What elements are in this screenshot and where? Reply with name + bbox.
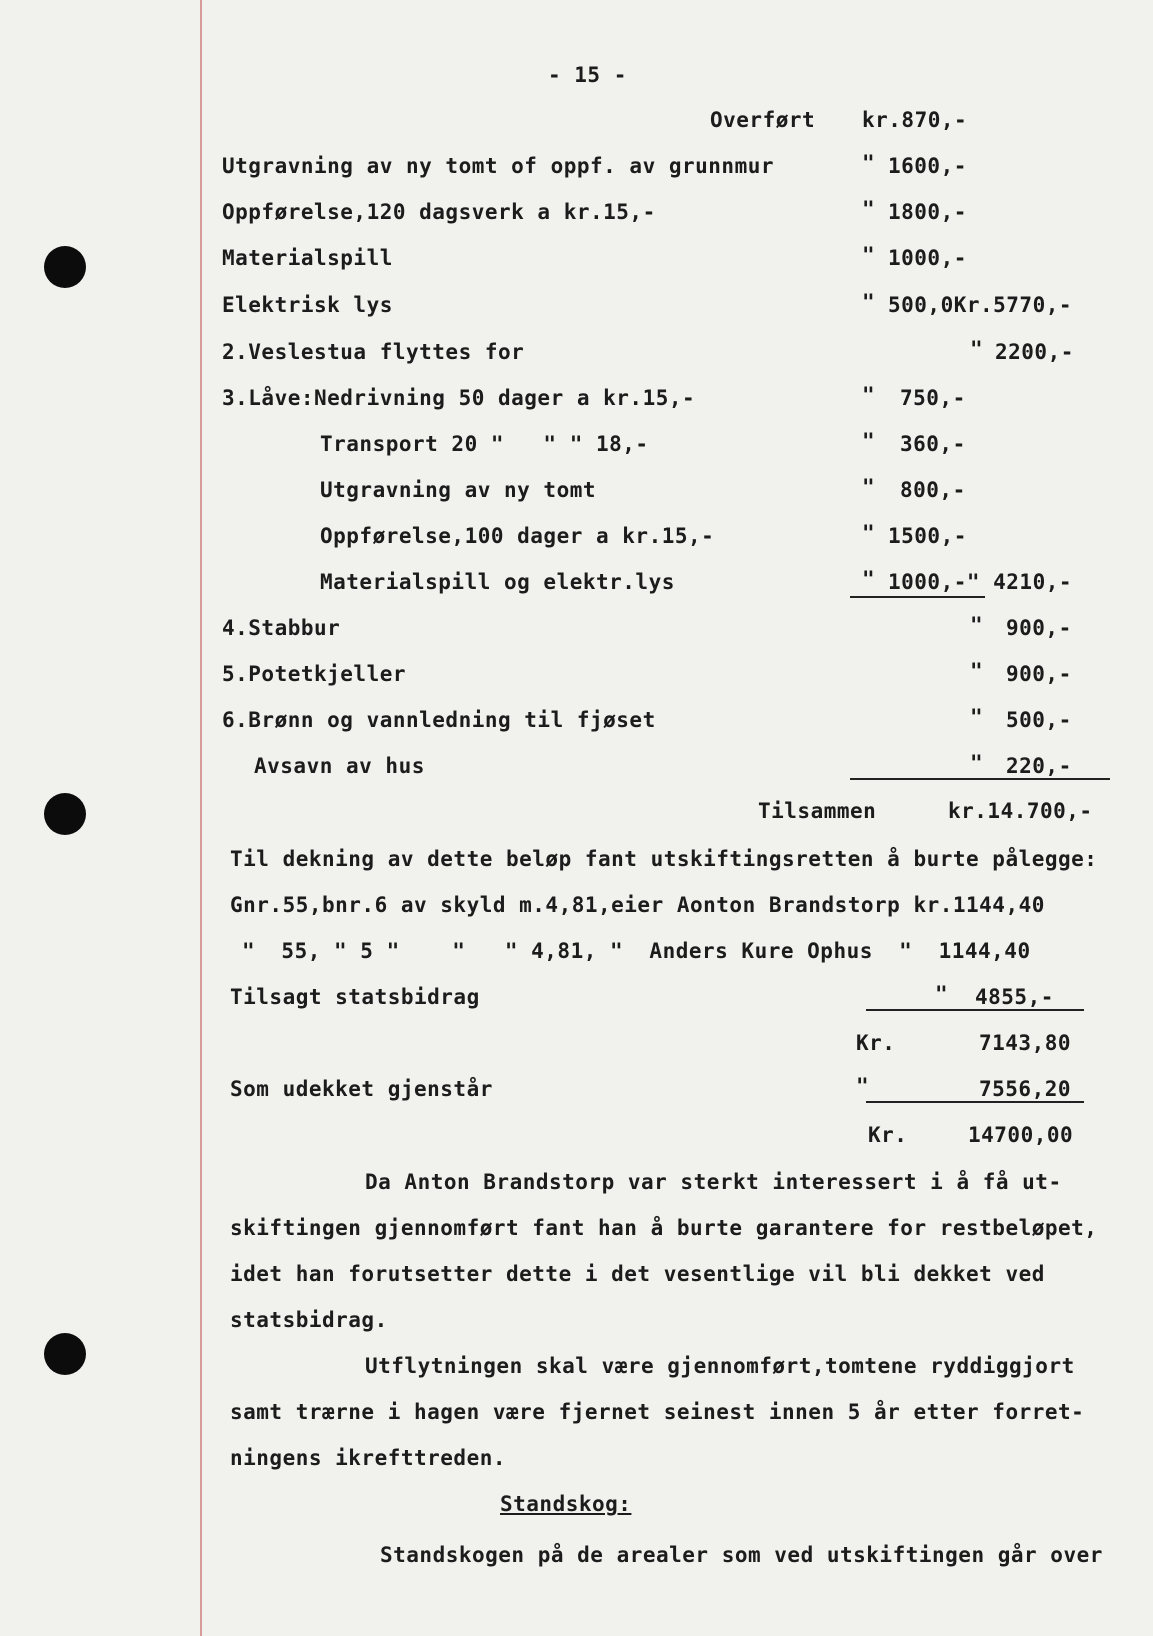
row-label: Materialspill og elektr.lys bbox=[320, 570, 675, 594]
row-ditto: " bbox=[862, 151, 876, 175]
row-label: Utgravning av ny tomt of oppf. av grunnmur bbox=[222, 154, 775, 178]
row-amount: 1500,- bbox=[888, 524, 967, 548]
coverage-intro: Til dekning av dette beløp fant utskiftingsretten å burte pålegge: bbox=[230, 847, 1098, 871]
paragraph-line: samt trærne i hagen være fjernet seinest innen 5 år etter forret- bbox=[230, 1400, 1085, 1424]
subtotal-amount: 7143,80 bbox=[979, 1031, 1072, 1055]
row-label: Elektrisk lys bbox=[222, 293, 393, 317]
row-amount: 900,- bbox=[1006, 662, 1072, 686]
page-number: - 15 - bbox=[548, 63, 627, 87]
row-amount: 1800,- bbox=[888, 200, 967, 224]
paragraph-line: skiftingen gjennomført fant han å burte garantere for restbeløpet, bbox=[230, 1216, 1098, 1240]
row-label: Oppførelse,120 dagsverk a kr.15,- bbox=[222, 200, 656, 224]
row-amount: 1600,- bbox=[888, 154, 967, 178]
row-amount: 500,- bbox=[1006, 708, 1072, 732]
row-label: 2.Veslestua flyttes for bbox=[222, 340, 525, 364]
row-amount: 2200,- bbox=[995, 340, 1074, 364]
total-amount: kr.14.700,- bbox=[948, 799, 1093, 823]
underline-rule bbox=[866, 1009, 1084, 1011]
punch-hole bbox=[44, 246, 86, 288]
row-ditto: " bbox=[970, 705, 984, 729]
underline-rule bbox=[850, 778, 1110, 780]
row-label: Materialspill bbox=[222, 246, 393, 270]
row-label: 4.Stabbur bbox=[222, 616, 341, 640]
row-ditto: " bbox=[862, 429, 876, 453]
punch-hole bbox=[44, 793, 86, 835]
section-heading: Standskog: bbox=[500, 1492, 632, 1516]
underline-rule bbox=[850, 596, 985, 598]
row-label: Avsavn av hus bbox=[254, 754, 425, 778]
row-ditto: " bbox=[970, 613, 984, 637]
row-amount: 900,- bbox=[1006, 616, 1072, 640]
punch-hole bbox=[44, 1333, 86, 1375]
uncovered-label: Som udekket gjenstår bbox=[230, 1077, 493, 1101]
paragraph-line: statsbidrag. bbox=[230, 1308, 388, 1332]
margin-line bbox=[200, 0, 202, 1636]
paragraph-line: Da Anton Brandstorp var sterkt interessert i å få ut- bbox=[365, 1170, 1062, 1194]
row-label: Utgravning av ny tomt bbox=[320, 478, 597, 502]
grant-ditto: " bbox=[935, 982, 949, 1006]
row-ditto: " bbox=[862, 567, 876, 591]
total-label: Tilsammen bbox=[758, 799, 877, 823]
row-label: 5.Potetkjeller bbox=[222, 662, 407, 686]
row-ditto: " bbox=[862, 383, 876, 407]
row-amount: 800,- bbox=[900, 478, 966, 502]
row-amount: 1000,-" 4210,- bbox=[888, 570, 1073, 594]
grant-label: Tilsagt statsbidrag bbox=[230, 985, 480, 1009]
row-ditto: " bbox=[862, 243, 876, 267]
row-amount: 750,- bbox=[900, 386, 966, 410]
underline-rule bbox=[866, 1101, 1084, 1103]
row-ditto: " bbox=[862, 475, 876, 499]
row-label: 3.Låve:Nedrivning 50 dager a kr.15,- bbox=[222, 386, 696, 410]
owner-line: " 55, " 5 " " " 4,81, " Anders Kure Ophus " 1144,40 bbox=[242, 939, 1031, 963]
uncovered-ditto: " bbox=[856, 1074, 870, 1098]
owner-line: Gnr.55,bnr.6 av skyld m.4,81,eier Aonton Brandstorp kr.1144,40 bbox=[230, 893, 1045, 917]
carry-amount: kr.870,- bbox=[862, 108, 968, 132]
row-ditto: " bbox=[862, 290, 876, 314]
row-label: Oppførelse,100 dager a kr.15,- bbox=[320, 524, 715, 548]
row-ditto: " bbox=[970, 751, 984, 775]
paragraph-line: Utflytningen skal være gjennomført,tomtene ryddiggjort bbox=[365, 1354, 1075, 1378]
subtotal-prefix: Kr. bbox=[856, 1031, 896, 1055]
grand-total-amount: 14700,00 bbox=[968, 1123, 1074, 1147]
row-ditto: " bbox=[862, 521, 876, 545]
row-label: Transport 20 " " " 18,- bbox=[320, 432, 649, 456]
row-amount: 220,- bbox=[1006, 754, 1072, 778]
paragraph-line: ningens ikrefttreden. bbox=[230, 1446, 507, 1470]
row-ditto: " bbox=[970, 659, 984, 683]
carry-label: Overført bbox=[710, 108, 816, 132]
grant-amount: 4855,- bbox=[975, 985, 1054, 1009]
paragraph-line: idet han forutsetter dette i det vesentlige vil bli dekket ved bbox=[230, 1262, 1045, 1286]
row-label: 6.Brønn og vannledning til fjøset bbox=[222, 708, 656, 732]
row-ditto: " bbox=[970, 337, 984, 361]
row-amount: 360,- bbox=[900, 432, 966, 456]
grand-total-prefix: Kr. bbox=[868, 1123, 908, 1147]
uncovered-amount: 7556,20 bbox=[979, 1077, 1072, 1101]
row-amount: 500,0Kr.5770,- bbox=[888, 293, 1073, 317]
paragraph-line: Standskogen på de arealer som ved utskiftingen går over bbox=[380, 1543, 1103, 1567]
row-ditto: " bbox=[862, 197, 876, 221]
row-amount: 1000,- bbox=[888, 246, 967, 270]
